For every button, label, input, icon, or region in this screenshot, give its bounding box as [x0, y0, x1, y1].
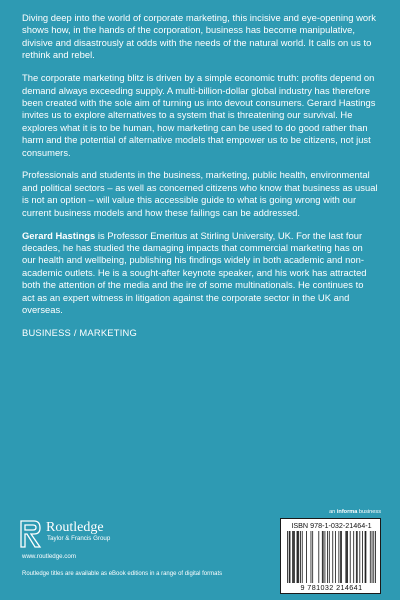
- barcode-bar: [287, 531, 288, 583]
- barcode-bar: [340, 531, 341, 583]
- informa-brand: informa: [336, 509, 358, 515]
- barcode-bar: [294, 531, 295, 583]
- author-bio-text: is Professor Emeritus at Stirling University, UK. For the last four decades, he has studied the damaging impacts that commercial marketing has on our health and wellbeing, publishing his findings widely in both academic and non-academic outlets. He is a sought-after keynote speaker, and his work has attracted both the attention of the media and the ire of some multinationals. He continues to act as an expert witness in litigation against the corporate sector in the UK and overseas.: [22, 229, 367, 316]
- barcode-bar: [325, 531, 326, 583]
- barcode-bar: [300, 531, 301, 583]
- barcode-bar: [332, 531, 333, 583]
- barcode-bar: [298, 531, 299, 583]
- author-bio: [22, 230, 378, 317]
- informa-tag: [305, 509, 381, 516]
- barcode-bar: [329, 531, 330, 583]
- barcode-bar: [322, 531, 323, 583]
- isbn-text: ISBN 978-1-032-21464-1: [291, 521, 372, 530]
- informa-prefix: an: [329, 509, 337, 515]
- barcode-bar: [311, 531, 312, 583]
- author-name: Gerard Hastings: [22, 229, 96, 241]
- barcode-bar: [292, 531, 293, 583]
- publisher-name: Routledge: [46, 520, 104, 535]
- barcode-bar: [323, 531, 324, 583]
- barcode-bar: [375, 531, 376, 583]
- barcode-bar: [302, 531, 303, 583]
- category-label: BUSINESS / MARKETING: [22, 326, 137, 338]
- barcode-bar: [372, 531, 373, 583]
- informa-suffix: business: [357, 509, 381, 515]
- barcode-bar: [335, 531, 336, 583]
- publisher-website: www.routledge.com: [22, 553, 76, 560]
- routledge-r-icon: [20, 520, 42, 548]
- publisher-logo: [20, 520, 140, 550]
- barcode-bar: [297, 531, 298, 583]
- ebook-note: Routledge titles are available as eBook editions in a range of digital formats: [22, 571, 223, 577]
- barcode-bar: [327, 531, 328, 583]
- barcode-bar: [350, 531, 351, 583]
- barcode-bar: [359, 531, 360, 583]
- barcode-bar: [318, 531, 319, 583]
- blurb-paragraph-1: Diving deep into the world of corporate marketing, this incisive and eye-opening work shows how, in the hands of the corporation, business has become manipulative, divisive and disastrously at odds with the needs of the natural world. It calls on us to rethink and rebel.: [22, 12, 376, 61]
- barcode-bar: [289, 531, 290, 583]
- barcode-bar: [353, 531, 354, 583]
- barcode-bar: [338, 531, 339, 583]
- barcode-bar: [370, 531, 371, 583]
- barcode-bar: [297, 531, 298, 583]
- barcode-bar: [366, 531, 367, 583]
- barcode-bar: [346, 531, 347, 583]
- blurb-paragraph-2: The corporate marketing blitz is driven by a simple economic truth: profits depend on demand always exceeding supply. A multi-billion-dollar global industry has therefore been created with the sole aim of turning us into devout consumers. Gerard Hastings invites us to explore alternatives to a system that is threatening our survival. He explores what it is to be human, how marketing can be used to do good rather than harm and the potential of alternative models that empower us to be citizens, not just consumers.: [22, 72, 376, 158]
- barcode-bar: [356, 531, 357, 583]
- barcode-bar: [365, 531, 366, 583]
- barcode-bar: [357, 531, 358, 583]
- barcode-bar: [341, 531, 342, 583]
- barcode-digits: 9 781032 214641: [300, 583, 363, 592]
- barcode-bar: [290, 531, 291, 583]
- barcode-bar: [306, 531, 307, 583]
- barcode-bar: [345, 531, 346, 583]
- barcode-bar: [293, 531, 294, 583]
- publisher-group: Taylor & Francis Group: [47, 535, 111, 542]
- barcode-bar: [362, 531, 363, 583]
- blurb-paragraph-3: Professionals and students in the business, marketing, public health, environmental and political sectors – as well as concerned citizens who know that business as usual is not an option – will value this accessible guide to what is going wrong with our current business models and how these failings can be addressed.: [22, 169, 378, 218]
- barcode-bar: [347, 531, 348, 583]
- blurb-text: [22, 12, 378, 339]
- barcode-box: [280, 518, 381, 594]
- barcode-bars: [287, 531, 376, 583]
- barcode-bar: [312, 531, 313, 583]
- barcode-bar: [373, 531, 374, 583]
